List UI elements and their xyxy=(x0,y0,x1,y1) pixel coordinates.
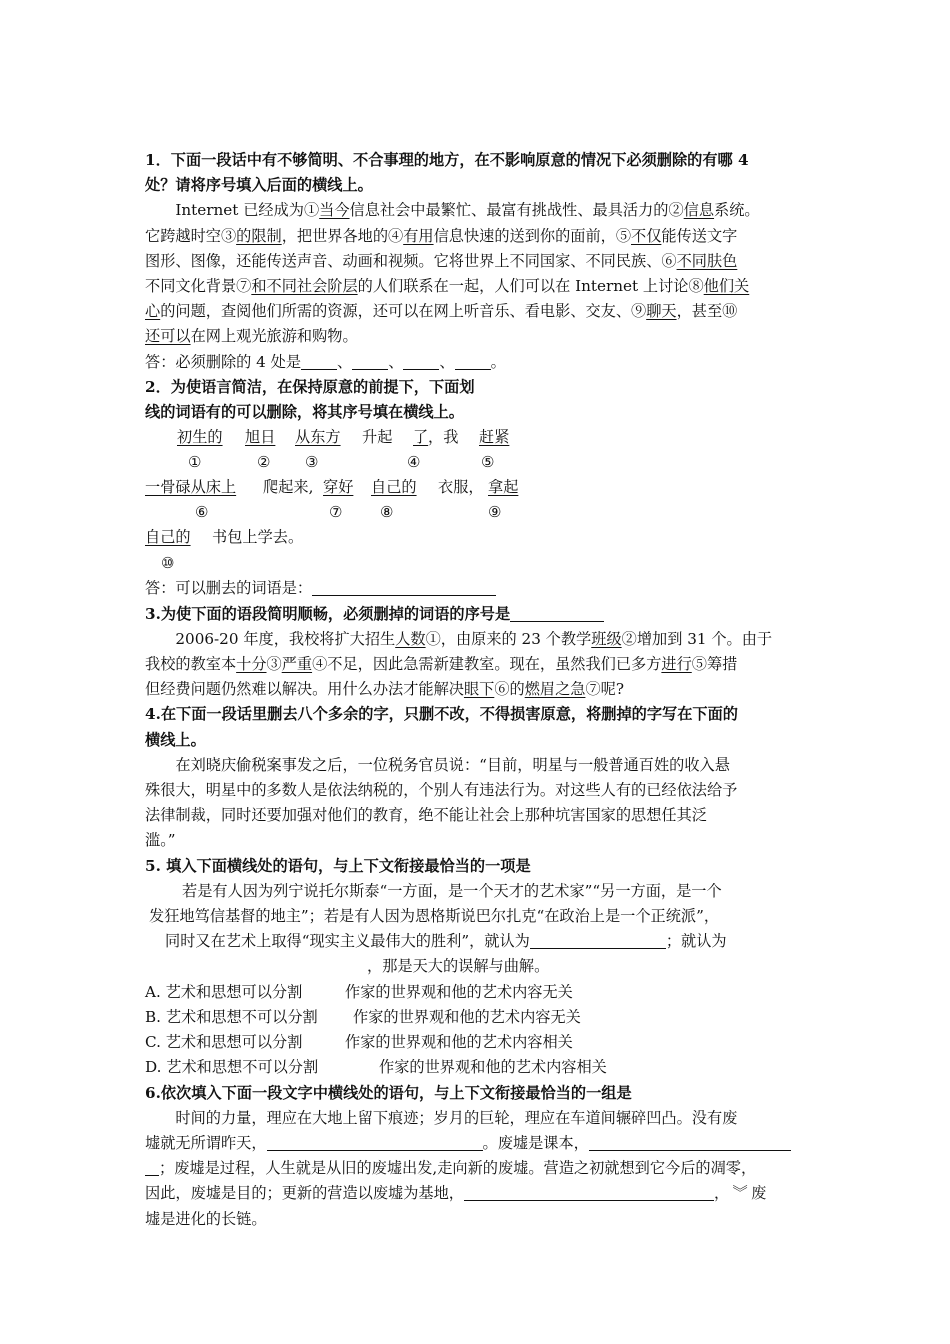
document-page: 1．下面一段话中有不够简明、不合事理的地方，在不影响原意的情况下必须删除的有哪 4 处？请将序号填入后面的横线上。 Internet 已经成为①当今信息社会中最繁忙、最富有挑战性、最具活力的②信息系统。 它跨越时空③的限制，把世界各地的④有用信息快速的送到你的面前，⑤不仅能传送文字 图形、图像，还能传送声音、动画和视频。它将世界上不同国家、不同民族、⑥不同肤色 不同文化背景⑦和不同社会阶层的人们联系在一起，人们可以在 Internet 上讨论⑧他们关 心的问题，查阅他们所需的资源，还可以在网上听音乐、看电影、交友、⑨聊天，甚至⑩ 还可以在网上观光旅游和购物。 答：必须删除的 4 处是 、 、 、 。 2．为使语言简洁，在保持原意的前提下，下面划 线的词语有的可以删除，将其序号填在横线上。 初生的 旭日 从东方 升起 了 ，我 赶紧 ① ② ③ ④ ⑤ 一骨碌从床上 爬起来, 穿好 自己的 衣服， 拿起 ⑥ ⑦ ⑧ ⑨ 自己的 书包上学去。 ⑩ 答：可以删去的词语是： 3.为使下面的语段简明顺畅，必须删掉的词语的序号是 2006-20 年度，我校将扩大招生人数①，由原来的 23 个教学班级②增加到 31 个。由于 我校的教室本十分③严重④不足，因此急需新建教室。现在，虽然我们已多方进行⑤筹措 但经费问题仍然难以解决。用什么办法才能解决眼下⑥的燃眉之急⑦呢? 4.在下面一段话里删去八个多余的字，只删不改，不得损害原意，将删掉的字写在下面的 横线上。 在刘晓庆偷税案事发之后，一位税务官员说：“目前，明星与一般普通百姓的收入悬 殊很大，明星中的多数人是依法纳税的，个别人有违法行为。对这些人有的已经依法给予 法律制裁，同时还要加强对他们的教育，绝不能让社会上那种坑害国家的思想任其泛 滥。” 5. 填入下面横线处的语句，与上下文衔接最恰当的一项是 若是有人因为列宁说托尔斯泰“一方面，是一个天才的艺术家”“另一方面，是一个 发狂地笃信基督的地主”；若是有人因为恩格斯说巴尔扎克“在政治上是一个正统派”， 同时又在艺术上取得“现实主义最伟大的胜利”，就认为 ；就认为 ，那是天大的误解与曲解。 A. 艺术和思想可以分割 作家的世界观和他的艺术内容无关 B. 艺术和思想不可以分割 作家的世界观和他的艺术内容无关 C. 艺术和思想可以分割 作家的世界观和他的艺术内容相关 D. 艺术和思想不可以分割 作家的世界观和他的艺术内容相关 6.依次填入下面一段文字中横线处的语句，与上下文衔接最恰当的一组是 时间的力量，理应在大地上留下痕迹；岁月的巨轮，理应在车道间辗碎凹凸。没有废 墟就无所谓昨天， 。废墟是课本， ；废墟是过程，人生就是从旧的废墟出发,走向新的废墟。营造之初就想到它今后的凋零， 因此，废墟是目的；更新的营造以废墟为基地， ， ︾ 废 墟是进化的长链。 xyxy=(145,148,815,1232)
q6-passage: 时间的力量，理应在大地上留下痕迹；岁月的巨轮，理应在车道间辗碎凹凸。没有废 墟就无所谓昨天， 。废墟是课本， ；废墟是过程，人生就是从旧的废墟出发,走向新的废墟。营造之初就想到它今后的凋零， 因此，废墟是目的；更新的营造以废墟为基地， ， ︾ 废 墟是进化的长链。 xyxy=(145,1106,815,1232)
answer-blank[interactable] xyxy=(267,1132,483,1151)
q5-options xyxy=(145,980,815,1081)
q4-passage: 在刘晓庆偷税案事发之后，一位税务官员说：“目前，明星与一般普通百姓的收入悬 殊很大，明星中的多数人是依法纳税的，个别人有违法行为。对这些人有的已经依法给予 法律制裁，同时还要加强对他们的教育，绝不能让社会上那种坑害国家的思想任其泛 滥。” xyxy=(145,755,738,850)
answer-blank[interactable] xyxy=(312,577,496,596)
q5-title: 5. 填入下面横线处的语句，与上下文衔接最恰当的一项是 xyxy=(145,856,531,875)
answer-blank[interactable] xyxy=(530,930,666,949)
q2-title: 2．为使语言简洁，在保持原意的前提下，下面划 线的词语有的可以删除，将其序号填在横线上。 xyxy=(145,377,475,422)
answer-blank[interactable] xyxy=(301,351,337,370)
answer-blank[interactable] xyxy=(464,1182,714,1201)
q1-passage: Internet 已经成为①当今信息社会中最繁忙、最富有挑战性、最具活力的②信息系统。 它跨越时空③的限制，把世界各地的④有用信息快速的送到你的面前，⑤不仅能传送文字 图形、图像，还能传送声音、动画和视频。它将世界上不同国家、不同民族、⑥不同肤色 不同文化背景⑦和不同社会阶层的人们联系在一起，人们可以在 Internet 上讨论⑧他们关 心的问题，查阅他们所需的资源，还可以在网上听音乐、看电影、交友、⑨聊天，甚至⑩ 还可以在网上观光旅游和购物。 xyxy=(145,201,760,346)
answer-blank[interactable] xyxy=(403,351,439,370)
answer-blank[interactable] xyxy=(352,351,388,370)
q4-title: 4.在下面一段话里删去八个多余的字，只删不改，不得损害原意，将删掉的字写在下面的 横线上。 xyxy=(145,705,738,749)
q5-passage: 若是有人因为列宁说托尔斯泰“一方面，是一个天才的艺术家”“另一方面，是一个 发狂地笃信基督的地主”；若是有人因为恩格斯说巴尔扎克“在政治上是一个正统派”， 同时又在艺术上取得“现实主义最伟大的胜利”，就认为 ；就认为 ，那是天大的误解与曲解。 xyxy=(149,881,727,976)
option-c[interactable]: C. 艺术和思想可以分割 作家的世界观和他的艺术内容相关 xyxy=(145,1033,573,1052)
option-d[interactable]: D. 艺术和思想不可以分割 作家的世界观和他的艺术内容相关 xyxy=(145,1058,607,1077)
answer-blank[interactable] xyxy=(589,1132,791,1151)
answer-blank[interactable] xyxy=(455,351,491,370)
q3-passage: 2006-20 年度，我校将扩大招生人数①，由原来的 23 个教学班级②增加到 31 个。由于 我校的教室本十分③严重④不足，因此急需新建教室。现在，虽然我们已多方进行⑤筹措 但经费问题仍然难以解决。用什么办法才能解决眼下⑥的燃眉之急⑦呢? xyxy=(145,629,773,699)
answer-blank[interactable] xyxy=(145,1157,159,1176)
q2-answer-line: 答：可以删去的词语是： xyxy=(145,576,815,601)
option-a[interactable]: A. 艺术和思想可以分割 作家的世界观和他的艺术内容无关 xyxy=(145,982,573,1001)
q1-answer-line: 答：必须删除的 4 处是 、 、 、 。 xyxy=(145,352,506,371)
q3-title: 3.为使下面的语段简明顺畅，必须删掉的词语的序号是 xyxy=(145,602,815,627)
q1-title: 1．下面一段话中有不够简明、不合事理的地方，在不影响原意的情况下必须删除的有哪 4 处？请将序号填入后面的横线上。 xyxy=(145,151,749,195)
option-b[interactable]: B. 艺术和思想不可以分割 作家的世界观和他的艺术内容无关 xyxy=(145,1007,581,1026)
mark-glyph: ︾ xyxy=(732,1184,748,1203)
answer-blank[interactable] xyxy=(510,603,604,622)
q2-sentence: 初生的 旭日 从东方 升起 了 ，我 赶紧 ① ② ③ ④ ⑤ 一骨碌从床上 爬起来, 穿好 自己的 衣服， 拿起 ⑥ ⑦ ⑧ ⑨ 自己的 书包上学去。 xyxy=(145,428,519,547)
q6-title: 6.依次填入下面一段文字中横线处的语句，与上下文衔接最恰当的一组是 xyxy=(145,1083,632,1102)
